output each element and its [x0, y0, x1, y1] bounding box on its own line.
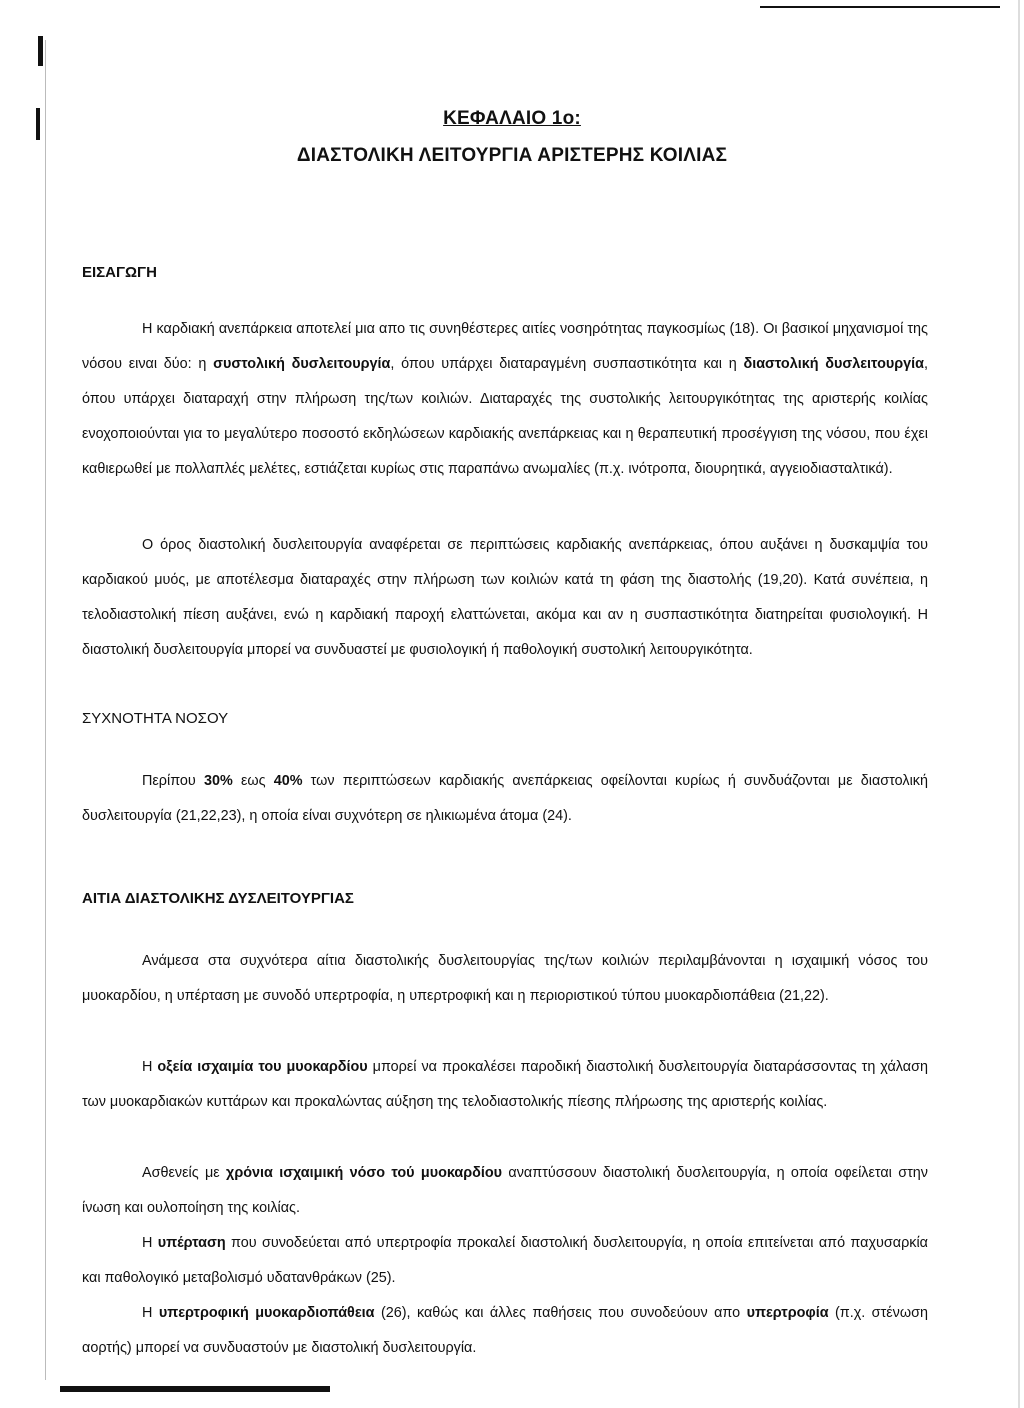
causes-paragraph-1: Ανάμεσα στα συχνότερα αίτια διαστολικής δυσλειτουργίας της/των κοιλιών περιλαμβάνονται η ισχαιμική νόσος του μυοκαρδίου, η υπέρταση με συνοδό υπερτροφία, η υπερτροφική και η περιοριστικού τύπου μυοκαρδιοπάθεια (21,22). — [82, 953, 928, 1004]
causes-paragraph-3: Ασθενείς με χρόνια ισχαιμική νόσο τού μυοκαρδίου αναπτύσσουν διαστολική δυσλειτουργία, η οποία οφείλεται στην ίνωση και ουλοποίηση της κοιλίας. — [82, 1165, 928, 1216]
section-heading-intro: ΕΙΣΑΓΩΓΗ — [82, 264, 157, 281]
intro-paragraph-1: Η καρδιακή ανεπάρκεια αποτελεί μια απο τις συνηθέστερες αιτίες νοσηρότητας παγκοσμίως (18). Οι βασικοί μηχανισμοί της νόσου ειναι δύο: η συστολική δυσλειτουργία, όπου υπάρχει διαταραγμένη συσπαστικότητα και η διαστολική δυσλειτουργία, όπου υπάρχει διαταραχή στην πλήρωση της/των κοιλιών. Διαταραχές της συστολικής λειτουργικότητας της αριστερής κοιλίας ενοχοποιούνται για το μεγαλύτερο ποσοστό εκδηλώσεων καρδιακής ανεπάρκειας και η θεραπευτική προσέγγιση της νόσου, που έχει καθιερωθεί με πολλαπλές μελέτες, εστιάζεται κυρίως στις παραπάνω ανωμαλίες (π.χ. ινότροπα, διουρητικά, αγγειοδιασταλτικά). — [82, 321, 928, 477]
causes-paragraph-4: Η υπέρταση που συνοδεύεται από υπερτροφία προκαλεί διαστολική δυσλειτουργία, η οποία επιτείνεται από παχυσαρκία και παθολογικό μεταβολισμό υδατανθράκων (25). — [82, 1235, 928, 1286]
causes-paragraph-5: Η υπερτροφική μυοκαρδιοπάθεια (26), καθώς και άλλες παθήσεις που συνοδεύουν απο υπερτροφία (π.χ. στένωση αορτής) μπορεί να συνδυαστούν με διαστολική δυσλειτουργία. — [82, 1305, 928, 1356]
chapter-title: ΔΙΑΣΤΟΛΙΚΗ ΛΕΙΤΟΥΡΓΙΑ ΑΡΙΣΤΕΡΗΣ ΚΟΙΛΙΑΣ — [296, 145, 728, 166]
section-heading-frequency: ΣΥΧΝΟΤΗΤΑ ΝΟΣΟΥ — [82, 710, 229, 727]
intro-paragraph-2: Ο όρος διαστολική δυσλειτουργία αναφέρεται σε περιπτώσεις καρδιακής ανεπάρκειας, όπου αυξάνει η δυσκαμψία του καρδιακού μυός, με αποτέλεσμα διαταραχές στην πλήρωση των κοιλιών κατά τη φάση της διαστολής (19,20). Κατά συνέπεια, η τελοδιαστολική πίεση αυξάνει, ενώ η καρδιακή παροχή ελαττώνεται, ακόμα και αν η συσπαστικότητα διατηρείται φυσιολογική. Η διαστολική δυσλειτουργία μπορεί να συνδυαστεί με φυσιολογική ή παθολογική συστολική λειτουργικότητα. — [82, 537, 928, 658]
causes-paragraph-2: Η οξεία ισχαιμία του μυοκαρδίου μπορεί να προκαλέσει παροδική διαστολική δυσλειτουργία διαταράσσοντας τη χάλαση των μυοκαρδιακών κυττάρων και προκαλώντας αύξηση της τελοδιαστολικής πίεσης πλήρωσης της αριστερής κοιλίας. — [82, 1059, 928, 1110]
chapter-label: ΚΕΦΑΛΑΙΟ 1ο: — [443, 108, 581, 129]
section-heading-causes: ΑΙΤΙΑ ΔΙΑΣΤΟΛΙΚΗΣ ΔΥΣΛΕΙΤΟΥΡΓΙΑΣ — [82, 890, 354, 907]
frequency-paragraph: Περίπου 30% εως 40% των περιπτώσεων καρδιακής ανεπάρκειας οφείλονται κυρίως ή συνδυάζονται με διαστολική δυσλειτουργία (21,22,23), η οποία είναι συχνότερη σε ηλικιωμένα άτομα (24). — [82, 773, 928, 824]
